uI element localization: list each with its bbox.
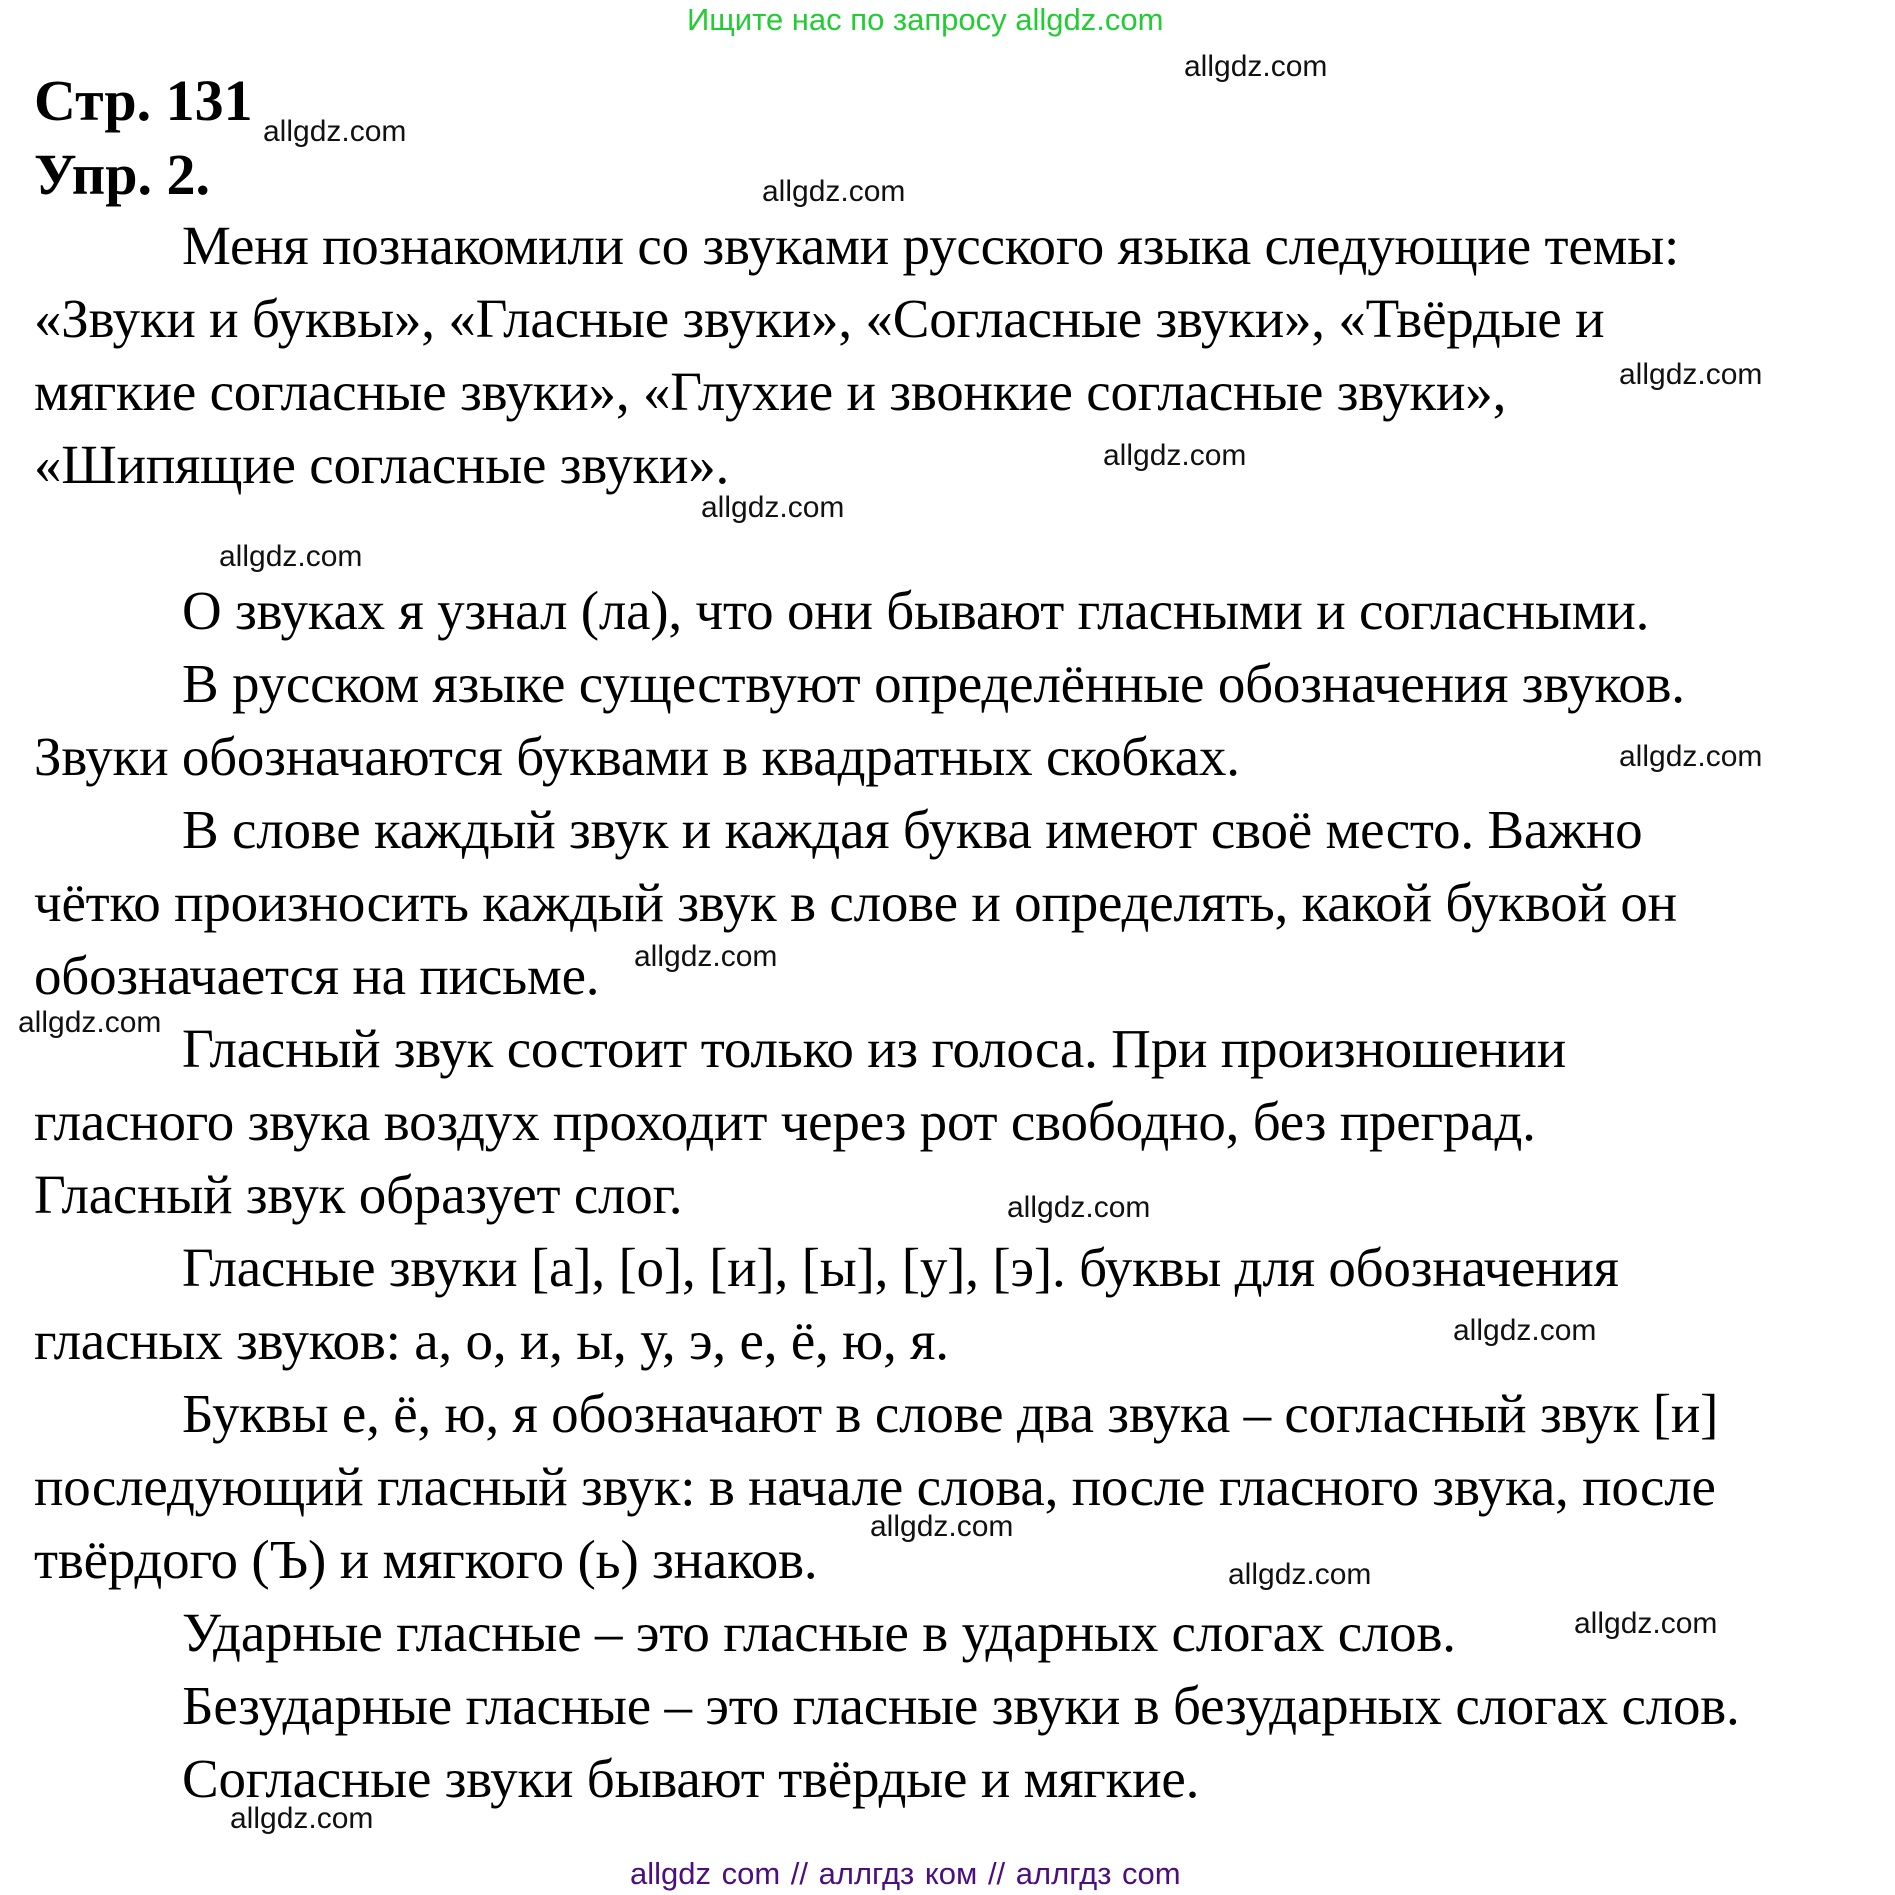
promo-link[interactable]: Ищите нас по запросу allgdz.com: [687, 2, 1164, 37]
body-line: Гласные звуки [а], [о], [и], [ы], [у], [э]. буквы для обозначения: [182, 1237, 1619, 1298]
watermark: allgdz.com: [1574, 1607, 1718, 1640]
watermark: allgdz.com: [1453, 1314, 1597, 1347]
body-line: мягкие согласные звуки», «Глухие и звонкие согласные звуки»,: [34, 361, 1507, 422]
body-line: Гласный звук состоит только из голоса. При произношении: [182, 1018, 1566, 1079]
page-heading: Стр. 131: [34, 68, 253, 133]
watermark: allgdz.com: [1228, 1558, 1372, 1591]
body-line: обозначается на письме.: [34, 945, 600, 1006]
body-line: Звуки обозначаются буквами в квадратных скобках.: [34, 726, 1240, 787]
watermark: allgdz.com: [18, 1006, 162, 1039]
watermark: allgdz.com: [219, 540, 363, 573]
body-line: Ударные гласные – это гласные в ударных слогах слов.: [182, 1602, 1456, 1663]
body-line: гласного звука воздух проходит через рот свободно, без преград.: [34, 1091, 1536, 1152]
body-line: Безударные гласные – это гласные звуки в безударных слогах слов.: [182, 1675, 1740, 1736]
watermark: allgdz.com: [1184, 50, 1328, 83]
exercise-heading: Упр. 2.: [34, 142, 210, 207]
watermark: allgdz.com: [762, 175, 906, 208]
body-line: последующий гласный звук: в начале слова, после гласного звука, после: [34, 1456, 1716, 1517]
watermark: allgdz.com: [1007, 1191, 1151, 1224]
body-line: «Звуки и буквы», «Гласные звуки», «Согласные звуки», «Твёрдые и: [34, 288, 1605, 349]
watermark: allgdz.com: [263, 115, 407, 148]
body-line: гласных звуков: а, о, и, ы, у, э, е, ё, ю, я.: [34, 1310, 949, 1371]
body-line: Меня познакомили со звуками русского языка следующие темы:: [182, 215, 1680, 276]
watermark: allgdz.com: [870, 1510, 1014, 1543]
body-line: В слове каждый звук и каждая буква имеют своё место. Важно: [182, 799, 1643, 860]
watermark: allgdz.com: [1619, 358, 1763, 391]
watermark: allgdz.com: [634, 940, 778, 973]
body-line: чётко произносить каждый звук в слове и определять, какой буквой он: [34, 872, 1677, 933]
body-line: Буквы е, ё, ю, я обозначают в слове два звука – согласный звук [и]: [182, 1383, 1719, 1444]
body-line: О звуках я узнал (ла), что они бывают гласными и согласными.: [182, 580, 1650, 641]
watermark: allgdz.com: [1103, 439, 1247, 472]
footer-links[interactable]: allgdz com // аллгдз ком // аллгдз com: [630, 1856, 1181, 1891]
watermark: allgdz.com: [230, 1802, 374, 1835]
body-line: «Шипящие согласные звуки».: [34, 434, 730, 495]
watermark: allgdz.com: [701, 491, 845, 524]
watermark: allgdz.com: [1619, 740, 1763, 773]
body-line: Гласный звук образует слог.: [34, 1164, 683, 1225]
body-line: твёрдого (Ъ) и мягкого (ь) знаков.: [34, 1529, 818, 1590]
body-line: В русском языке существуют определённые обозначения звуков.: [182, 653, 1685, 714]
body-line: Согласные звуки бывают твёрдые и мягкие.: [182, 1748, 1200, 1809]
